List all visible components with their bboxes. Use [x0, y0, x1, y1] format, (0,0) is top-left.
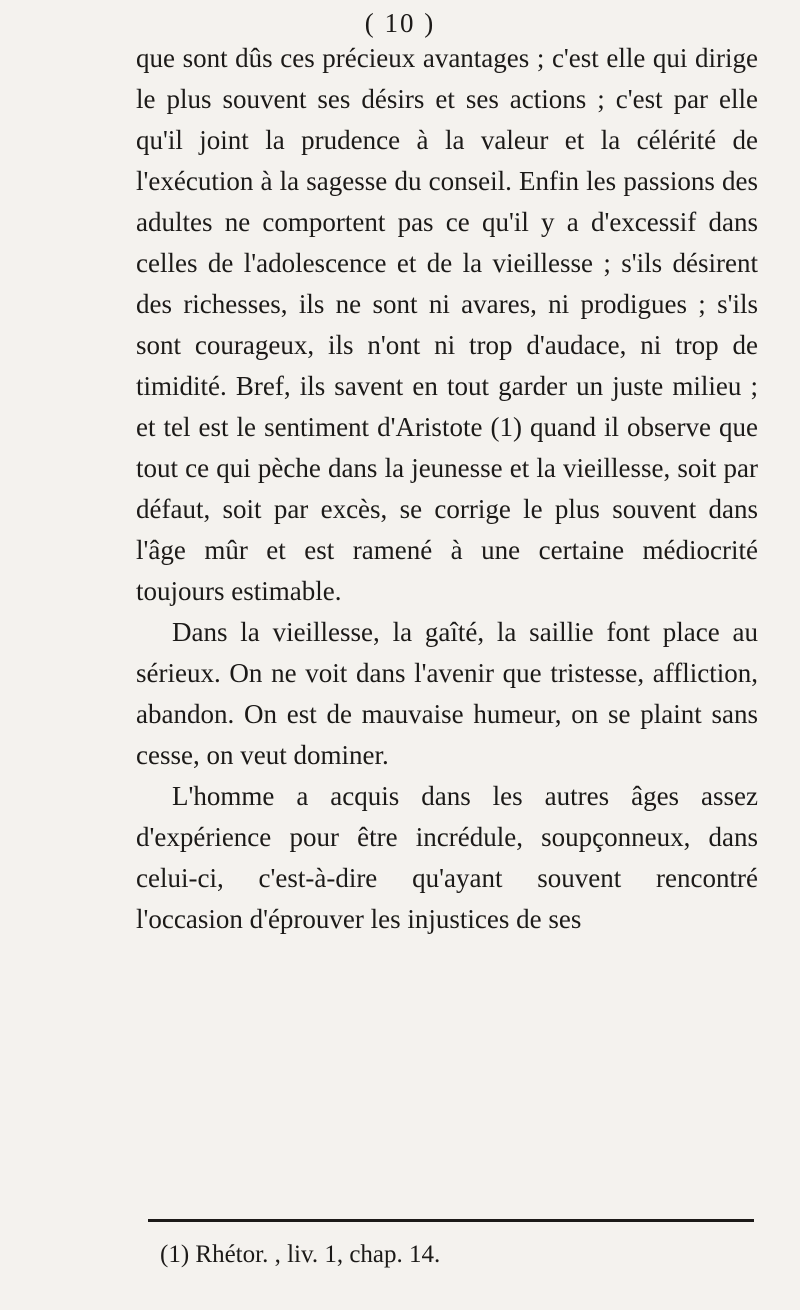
footnote-divider	[148, 1219, 754, 1222]
paragraph-1: que sont dûs ces précieux avantages ; c'est elle qui dirige le plus souvent ses désirs et ses actions ; c'est par elle qu'il joint la prudence à la valeur et la célérité de l'exécution à la sagesse du conseil. Enfin les passions des adultes ne comportent pas ce qu'il y a d'excessif dans celles de l'adolescence et de la vieillesse ; s'ils désirent des richesses, ils ne sont ni avares, ni prodigues ; s'ils sont courageux, ils n'ont ni trop d'audace, ni trop de timidité. Bref, ils savent en tout garder un juste milieu ; et tel est le sentiment d'Aristote (1) quand il observe que tout ce qui pèche dans la jeunesse et la vieillesse, soit par défaut, soit par excès, se corrige le plus souvent dans l'âge mûr et est ramené à une certaine médiocrité toujours estimable.	[136, 43, 758, 606]
page-number: ( 10 )	[364, 8, 436, 38]
body-text	[136, 38, 758, 940]
paragraph-2: Dans la vieillesse, la gaîté, la saillie font place au sérieux. On ne voit dans l'avenir que tristesse, affliction, abandon. On est de mauvaise humeur, on se plaint sans cesse, on veut dominer.	[136, 617, 758, 770]
paragraph-3: L'homme a acquis dans les autres âges assez d'expérience pour être incrédule, soupçonneux, dans celui-ci, c'est-à-dire qu'ayant souvent rencontré l'occasion d'éprouver les injustices de ses	[136, 781, 758, 934]
footnote: (1) Rhétor. , liv. 1, chap. 14.	[160, 1241, 441, 1268]
